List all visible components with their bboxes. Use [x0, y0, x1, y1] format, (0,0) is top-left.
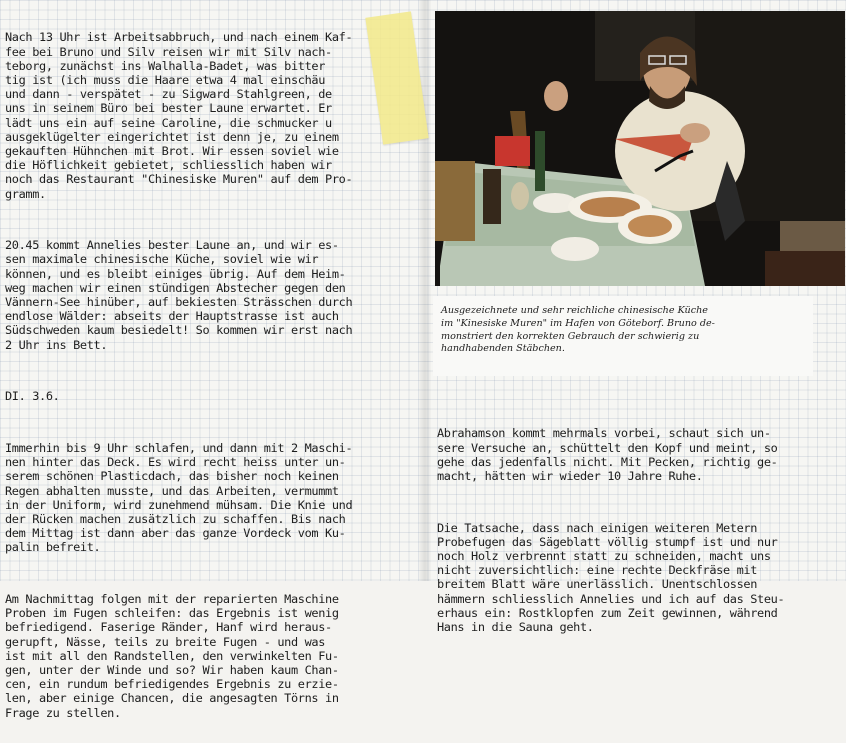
photo-caption: Ausgezeichnete und sehr reichliche chinesische Küche im "Kinesiske Muren" im Hafen von Göteborf. Bruno de- monstriert den korrekten Gebrauch der schwierig zu handhabenden Stäbchen. [441, 305, 715, 355]
left-text-column [5, 2, 352, 743]
paragraph-dinner: 20.45 kommt Annelies bester Laune an, und wir es- sen maximale chinesische Küche, soviel wie wir können, und es bleibt einiges übrig. Auf dem Heim- weg machen wir einen stündigen Abstecher gegen den Vännern-See hinüber, auf bekiesten Strässchen durch endlose Wälder: abseits der Hauptstrasse ist auch Südschweden kaum besiedelt! So kommen wir erst nach 2 Uhr ins Bett. [5, 238, 353, 352]
date-heading: DI. 3.6. [5, 389, 60, 404]
paragraph-afternoon: Am Nachmittag folgen mit der reparierten Maschine Proben im Fugen schleifen: das Ergebnis ist wenig befriedigend. Faserige Ränder, Hanf wird heraus- gerupft, Nässe, teils zu breite Fugen - und was ist mit all den Randstellen, den verwinkelten Fu- gen, unter der Winde und so? Wir haben kaum Chan- cen, ein rundum befriedigendes Ergebnis zu erzie- len, aber einige Chancen, die angesagten Törns in Frage zu stellen. [5, 591, 339, 720]
paragraph-abrahamson: Abrahamson kommt mehrmals vorbei, schaut sich un- sere Versuche an, schüttelt den Kopf und meint, so gehe das jedenfalls nicht. Mit Pecken, richtig ge- macht, hätten wir wieder 10 Jahre Ruhe. [437, 426, 778, 484]
restaurant-photo [435, 11, 845, 286]
paragraph-saw-blade: Die Tatsache, dass nach einigen weiteren Metern Probefugen das Sägeblatt völlig stumpf ist und nur noch Holz verbrennt statt zu schneiden, macht uns nicht zuversichtlich: eine rechte Deckfräse mit breitem Blatt wäre unerlässlich. Unentschlossen hämmern schliesslich Annelies und ich auf das Steu- erhaus ein: Rostklopfen zum Zeit gewinnen, während Hans in die Sauna geht. [437, 520, 785, 635]
paragraph-arrival: Nach 13 Uhr ist Arbeitsabbruch, und nach einem Kaf- fee bei Bruno und Silv reisen wir mit Silv nach- teborg, zunächst ins Walhalla-Badet, was bitter tig ist (ich muss die Haare etwa 4 mal einschäu und dann - verspätet - zu Sigward Stahlgreen, de uns in seinem Büro bei bester Laune erwartet. Er lädt uns ein auf seine Caroline, die schmucker u ausgeklügelter eingerichtet ist denn je, zu einem gekauften Hühnchen mit Brot. Wir essen soviel wie die Höflichkeit gebietet, schliesslich haben wir noch das Restaurant "Chinesiske Muren" auf dem Pro- gramm. [5, 30, 353, 201]
paragraph-morning-work: Immerhin bis 9 Uhr schlafen, und dann mit 2 Maschi- nen hinter das Deck. Es wird recht heiss unter un- serem schönen Plasticdach, das bisher noch keinen Regen abhalten musste, und das Arbeiten, vermummt in der Uniform, wird zunehmend mühsam. Die Knie und der Rücken machen zusätzlich zu schaffen. Bis nach dem Mittag ist dann aber das ganze Vordeck vom Ku- palin befreit. [5, 440, 353, 555]
photo-illustration [435, 11, 845, 286]
right-text-column [437, 398, 784, 657]
